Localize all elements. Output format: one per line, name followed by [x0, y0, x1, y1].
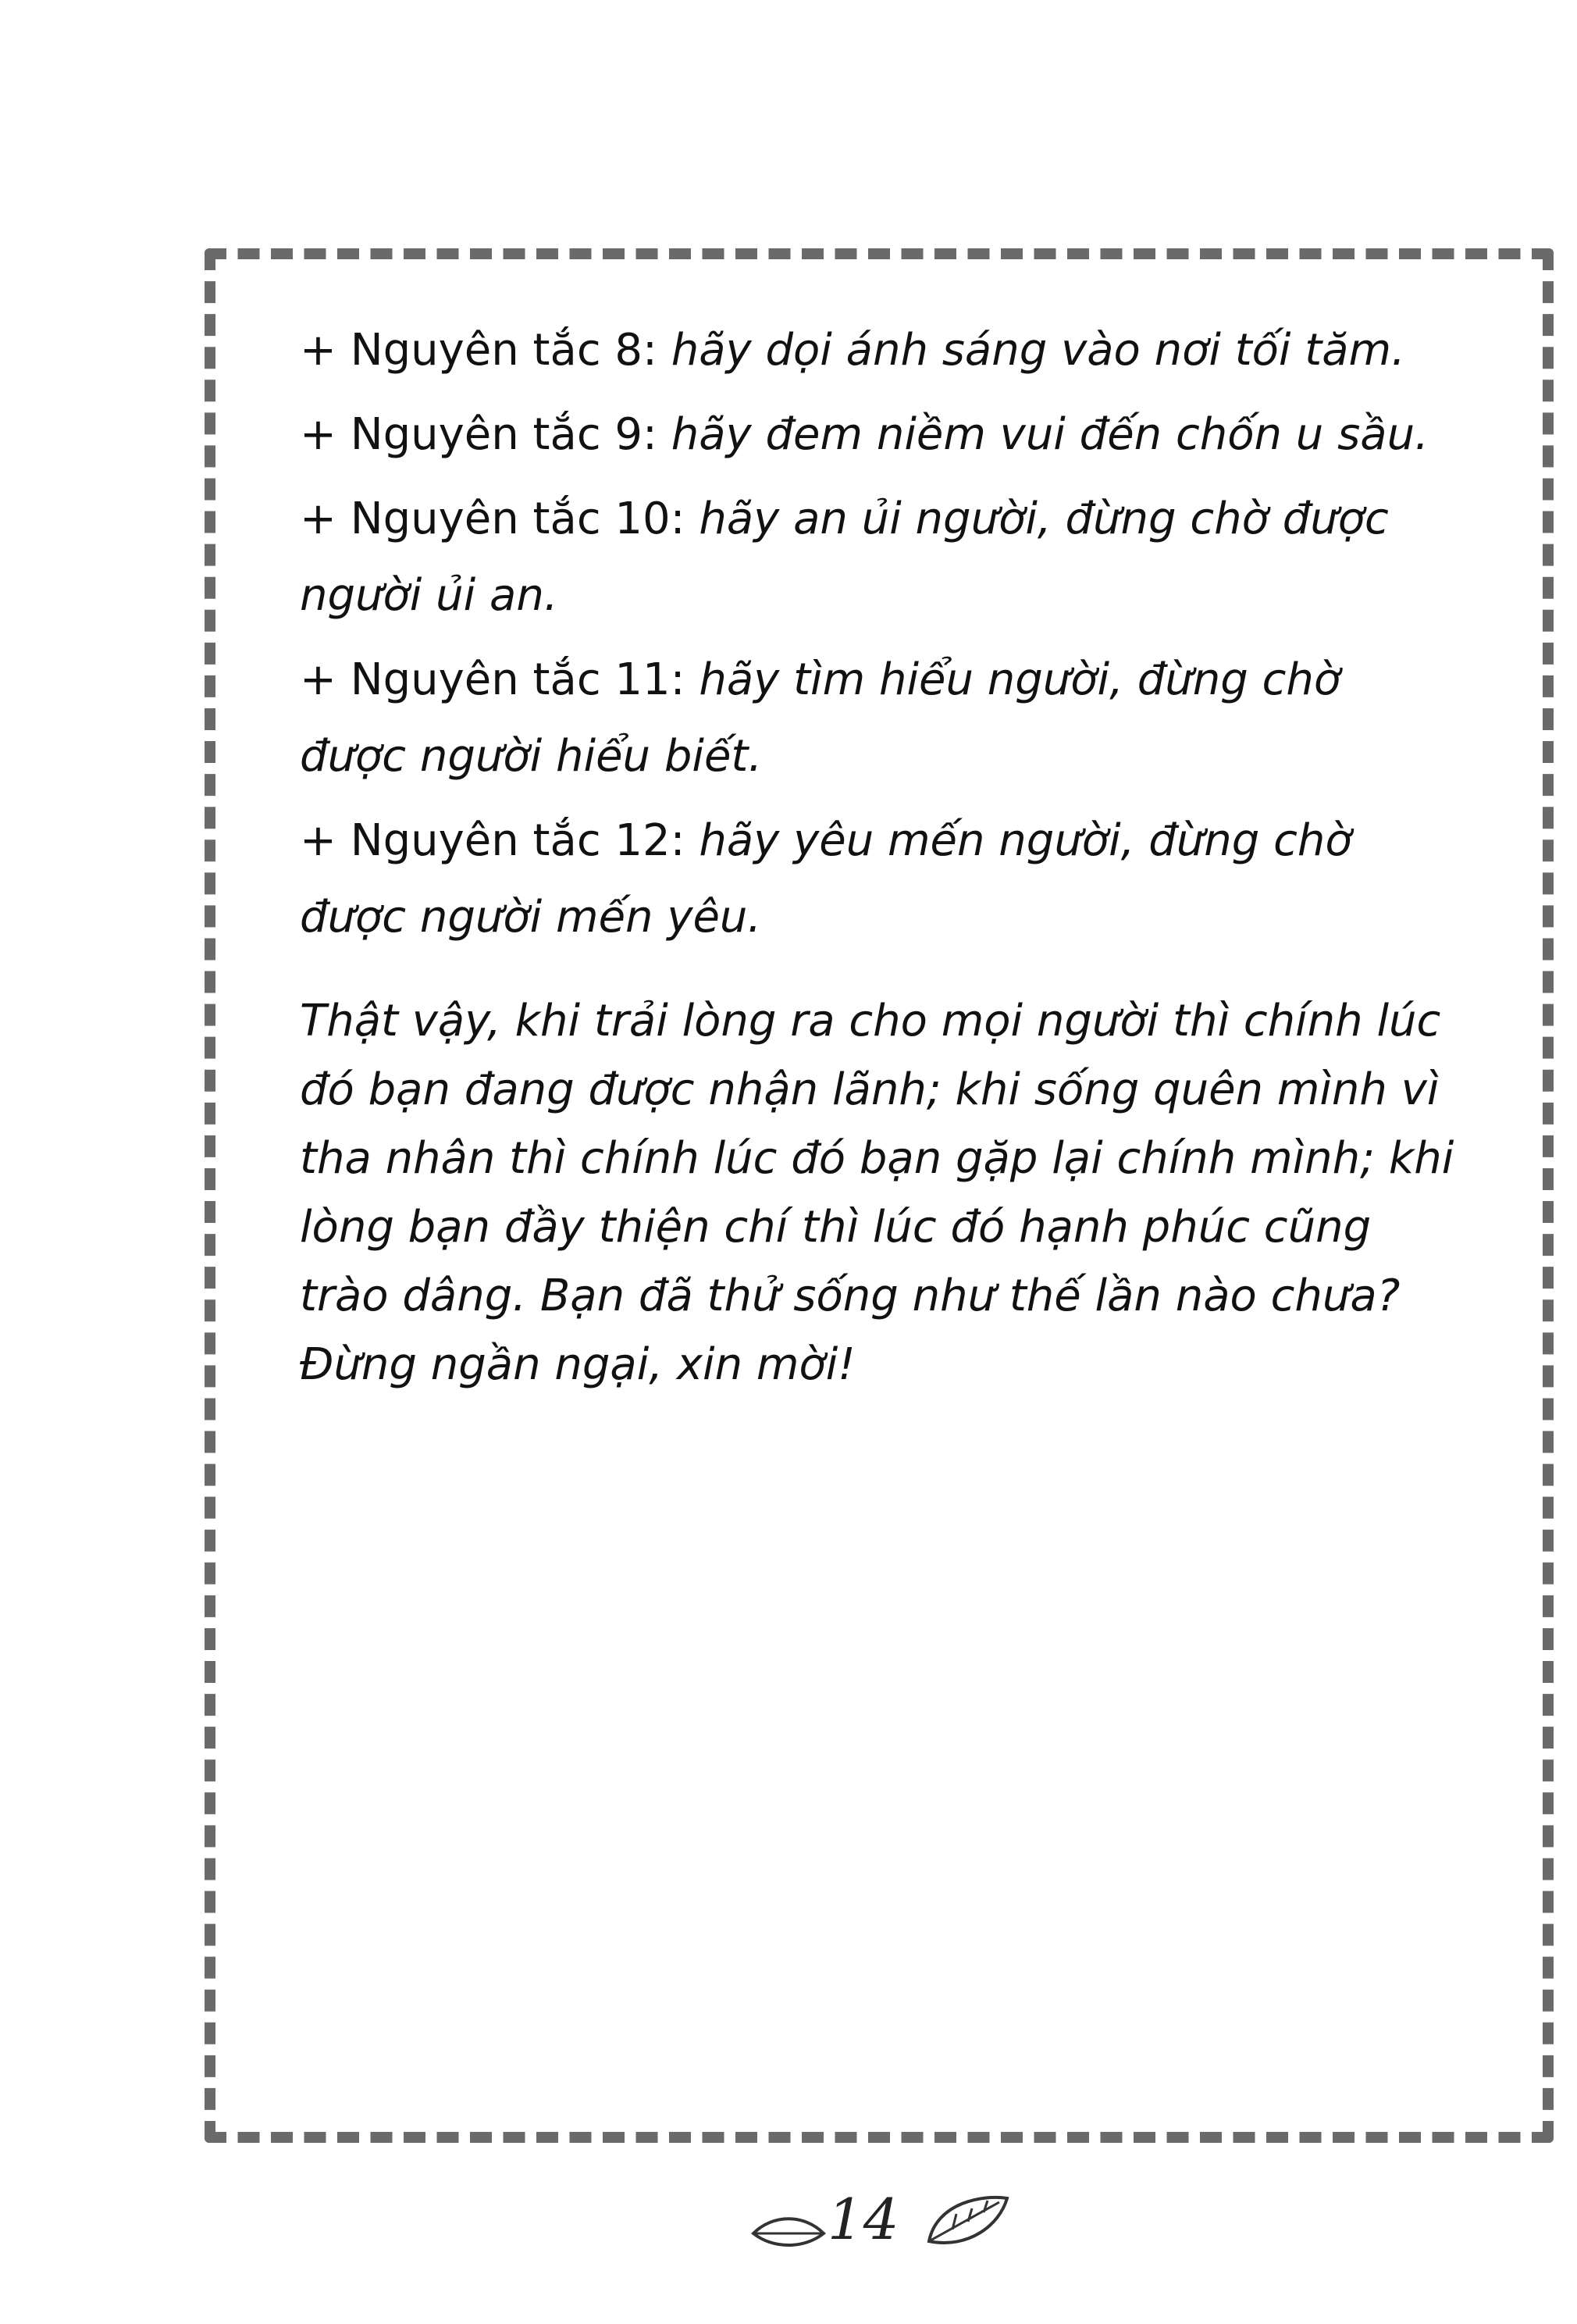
rule-12-prefix: + Nguyên tắc 12: [300, 815, 685, 866]
rule-10 [300, 481, 1455, 634]
rule-8 [300, 312, 1455, 389]
leaf-left-icon [749, 2210, 828, 2257]
page-content [300, 312, 1455, 1443]
rule-10-body: hãy an ủi người, đừng chờ được người ủi an. [300, 494, 1389, 621]
rule-12 [300, 803, 1455, 956]
rule-8-body: hãy dọi ánh sáng vào nơi tối tăm. [671, 325, 1405, 376]
rule-9 [300, 397, 1455, 473]
rule-9-body: hãy đem niềm vui đến chốn u sầu. [671, 409, 1429, 460]
rule-8-prefix: + Nguyên tắc 8: [300, 325, 657, 376]
page-number: 14 [828, 2187, 899, 2252]
closing-paragraph: Thật vậy, khi trải lòng ra cho mọi người thì chính lúc đó bạn đang được nhận lãnh; khi sống quên mình vì tha nhân thì chính lúc đó bạn gặp lại chính mình; khi lòng bạn đầy thiện chí thì lúc đó hạnh phúc cũng trào dâng. Bạn đã thử sống như thế lần nào chưa? Đừng ngần ngại, xin mời! [300, 996, 1454, 1390]
rule-11-prefix: + Nguyên tắc 11: [300, 654, 685, 705]
rule-9-prefix: + Nguyên tắc 9: [300, 409, 657, 460]
rule-12-body: hãy yêu mến người, đừng chờ được người mến yêu. [300, 815, 1352, 943]
rule-10-prefix: + Nguyên tắc 10: [300, 494, 685, 544]
rule-11 [300, 642, 1455, 795]
rule-11-body: hãy tìm hiểu người, đừng chờ được người hiểu biết. [300, 654, 1341, 782]
leaf-right-icon [921, 2187, 1015, 2257]
